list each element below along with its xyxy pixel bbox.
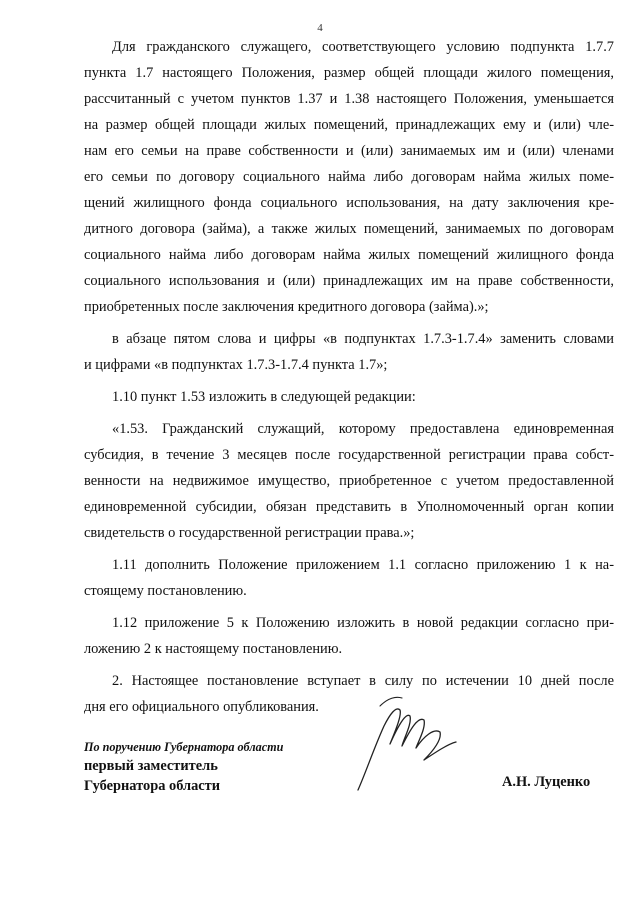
text-line: свидетельств о государственной регистрации права.»; bbox=[84, 525, 415, 541]
text-line: ложению 2 к настоящему постановлению. bbox=[84, 641, 343, 657]
text-line: и цифрами «в подпунктах 1.7.3-1.7.4 пункта 1.7»; bbox=[84, 357, 388, 373]
text-line: Для гражданского служащего, соответствующего условию подпункта 1.7.7 bbox=[112, 39, 614, 55]
text-line: стоящему постановлению. bbox=[84, 583, 247, 599]
document-body bbox=[84, 34, 614, 720]
text-line: субсидия, в течение 3 месяцев после государственной регистрации права собст- bbox=[84, 447, 614, 463]
text-line: 1.11 дополнить Положение приложением 1.1 согласно приложению 1 к на- bbox=[112, 557, 614, 573]
text-line: социального найма либо договорам найма жилых помещений жилищного фонда bbox=[84, 247, 614, 263]
paragraph bbox=[84, 326, 614, 378]
signature-authority-line: По поручению Губернатора области bbox=[84, 740, 284, 754]
text-line: пункта 1.7 настоящего Положения, размер общей площади жилого помещения, bbox=[84, 65, 614, 81]
text-line: единовременной субсидии, обязан представить в Уполномоченный орган копии bbox=[84, 499, 614, 515]
text-line: в абзаце пятом слова и цифры «в подпунктах 1.7.3-1.7.4» заменить словами bbox=[112, 331, 614, 347]
signature-position-line-2: Губернатора области bbox=[84, 778, 221, 794]
text-line: на размер общей площади жилых помещений, принадлежащих ему и (или) чле- bbox=[84, 117, 614, 133]
text-line: его семьи по договору социального найма либо договорам найма жилых поме- bbox=[84, 169, 614, 185]
text-line: дня его официального опубликования. bbox=[84, 699, 319, 715]
text-line: социального использования и (или) принадлежащих им на праве собственности, bbox=[84, 273, 614, 289]
text-line: венности на недвижимое имущество, приобретенное с учетом предоставленной bbox=[84, 473, 614, 489]
text-line: 1.12 приложение 5 к Положению изложить в новой редакции согласно при- bbox=[112, 615, 614, 631]
text-line: приобретенных после заключения кредитного договора (займа).»; bbox=[84, 299, 489, 315]
paragraph bbox=[84, 384, 614, 410]
text-line: нам его семьи на праве собственности и (или) занимаемых им и (или) членами bbox=[84, 143, 614, 159]
paragraph bbox=[84, 610, 614, 662]
signature-block bbox=[84, 738, 344, 796]
paragraph bbox=[84, 34, 614, 320]
text-line: 2. Настоящее постановление вступает в силу по истечении 10 дней после bbox=[112, 673, 614, 689]
signature-position-line: первый заместитель bbox=[84, 758, 218, 774]
text-line: щений жилищного фонда социального использования, на дату заключения кре- bbox=[84, 195, 614, 211]
text-line: дитного договора (займа), а также жилых помещений, занимаемых по договорам bbox=[84, 221, 614, 237]
signatory-name: А.Н. Луценко bbox=[502, 774, 591, 790]
text-line: «1.53. Гражданский служащий, которому предоставлена единовременная bbox=[112, 421, 614, 437]
text-line: 1.10 пункт 1.53 изложить в следующей редакции: bbox=[112, 389, 416, 405]
text-line: рассчитанный с учетом пунктов 1.37 и 1.38 настоящего Положения, уменьшается bbox=[84, 91, 614, 107]
page-number: 4 bbox=[317, 22, 323, 34]
handwritten-signature bbox=[344, 686, 464, 796]
paragraph bbox=[84, 416, 614, 546]
paragraph bbox=[84, 552, 614, 604]
